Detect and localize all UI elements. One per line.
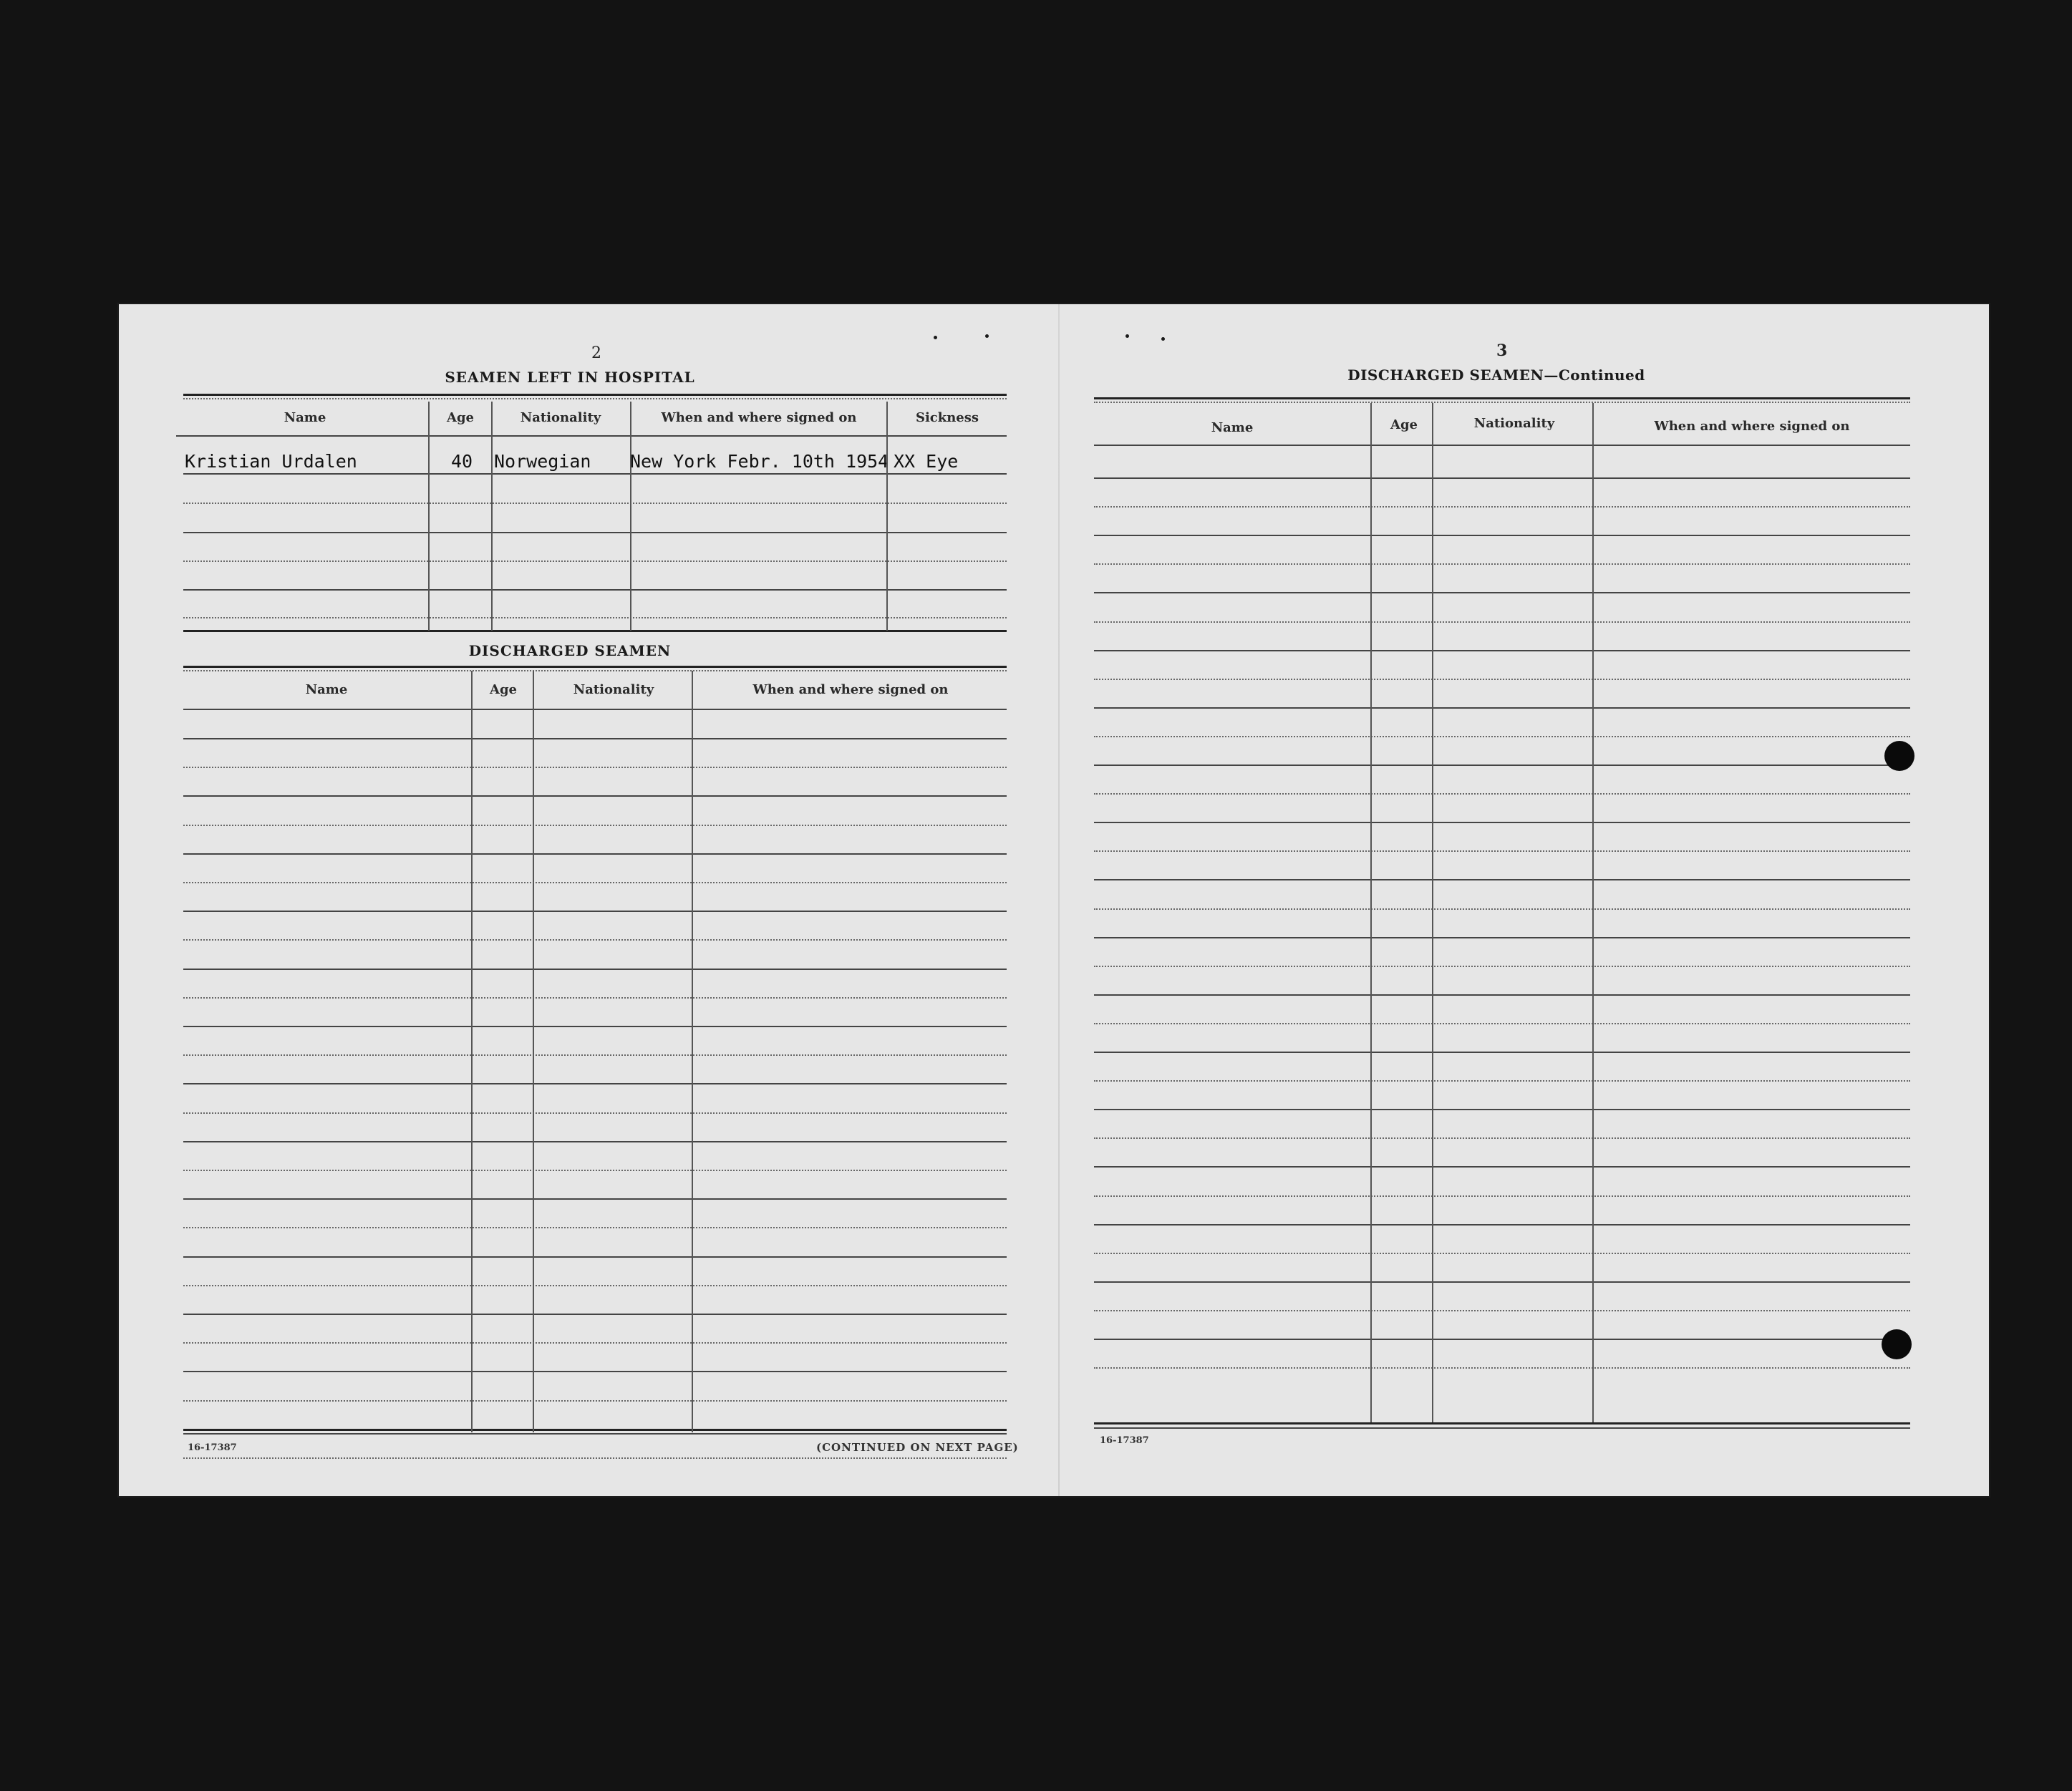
table-row-line [1094, 445, 1910, 446]
table-row-line [183, 1285, 1007, 1286]
rule [183, 398, 1007, 399]
table-row-line [1094, 707, 1910, 709]
right-page [1060, 304, 1989, 1496]
table-row-line [1094, 1023, 1910, 1024]
page-number: 2 [591, 344, 601, 362]
table-row-line [1094, 994, 1910, 996]
entry-name: Kristian Urdalen [185, 451, 357, 472]
table-row-line [1094, 937, 1910, 938]
table-row-line [183, 1083, 1007, 1084]
hospital-section-title: SEAMEN LEFT IN HOSPITAL [445, 369, 695, 386]
col-header-nationality: Nationality [1473, 416, 1555, 431]
discharged-continued-title: DISCHARGED SEAMEN—Continued [1347, 367, 1645, 384]
table-row-line [1094, 1281, 1910, 1283]
table-row-line [183, 589, 1007, 591]
col-header-nationality: Nationality [520, 410, 601, 425]
table-column-line [1432, 403, 1433, 1422]
table-row-line [183, 1170, 1007, 1171]
table-row-line [183, 1112, 1007, 1114]
table-row-line [1094, 592, 1910, 593]
table-row-line [183, 853, 1007, 855]
table-row-line [1094, 1427, 1910, 1429]
table-row-line [183, 997, 1007, 999]
table-row-line [183, 738, 1007, 739]
table-row-line [183, 709, 1007, 710]
table-row-line [183, 767, 1007, 768]
entry-age: 40 [451, 451, 473, 472]
rule [183, 394, 1007, 396]
entry-sickness: XX Eye [894, 451, 959, 472]
discharged-section-title: DISCHARGED SEAMEN [468, 642, 672, 659]
col-header-name: Name [1211, 420, 1254, 435]
table-row-line [183, 1227, 1007, 1228]
table-row-line [183, 503, 1007, 504]
table-row-line [1094, 793, 1910, 795]
col-header-signed-on: When and where signed on [661, 410, 857, 425]
table-row-line [1094, 822, 1910, 823]
page-number: 3 [1496, 341, 1508, 360]
table-row-line [183, 532, 1007, 533]
table-row-line [183, 1054, 1007, 1056]
table-column-line [1370, 403, 1372, 1422]
rule [183, 666, 1007, 668]
table-column-line [533, 671, 534, 1432]
speck [1125, 334, 1129, 338]
table-row-line [1094, 535, 1910, 536]
col-header-nationality: Nationality [573, 682, 654, 697]
table-column-line [692, 671, 693, 1432]
table-row-line [183, 969, 1007, 970]
entry-signed-on: New York Febr. 10th 1954 [630, 451, 889, 472]
punch-hole [1884, 741, 1914, 771]
table-row-line [183, 1457, 1007, 1459]
table-row-line [1094, 1166, 1910, 1168]
col-header-signed-on: When and where signed on [752, 682, 949, 697]
rule [1094, 402, 1910, 403]
table-row-line [183, 630, 1007, 632]
form-number: 16-17387 [188, 1442, 237, 1453]
rule [183, 670, 1007, 671]
entry-nationality: Norwegian [494, 451, 591, 472]
table-row-line [183, 795, 1007, 797]
table-row-line [183, 473, 1007, 475]
table-row-line [1094, 908, 1910, 910]
table-row-line [176, 435, 1007, 437]
table-row-line [1094, 679, 1910, 680]
table-row-line [1094, 1195, 1910, 1197]
table-row-line [1094, 1224, 1910, 1225]
table-row-line [183, 882, 1007, 883]
speck [1161, 337, 1165, 341]
col-header-signed-on: When and where signed on [1654, 419, 1850, 434]
table-row-line [1094, 1052, 1910, 1053]
table-row-line [183, 1314, 1007, 1315]
left-page [119, 304, 1057, 1496]
table-row-line [183, 1400, 1007, 1402]
table-row-line [1094, 563, 1910, 565]
speck [934, 336, 937, 339]
table-row-line [1094, 966, 1910, 967]
table-row-line [183, 1433, 1007, 1435]
table-row-line [183, 911, 1007, 912]
table-row-line [183, 1026, 1007, 1027]
table-row-line [1094, 1367, 1910, 1369]
table-row-line [183, 1342, 1007, 1344]
table-row-line [183, 1256, 1007, 1258]
table-row-line [1094, 1310, 1910, 1311]
table-row-line [1094, 1137, 1910, 1139]
speck [985, 334, 989, 338]
table-row-line [1094, 621, 1910, 623]
table-column-line [1592, 403, 1594, 1422]
table-row-line [1094, 850, 1910, 852]
table-column-line [428, 402, 430, 631]
table-row-line [183, 617, 1007, 618]
table-row-line [183, 1198, 1007, 1200]
table-column-line [491, 402, 493, 631]
table-column-line [471, 671, 473, 1432]
table-column-line [886, 402, 888, 631]
table-row-line [1094, 736, 1910, 737]
col-header-sickness: Sickness [915, 410, 979, 425]
table-row-line [183, 825, 1007, 826]
continued-note: (CONTINUED ON NEXT PAGE) [816, 1441, 1019, 1454]
table-row-line [1094, 1253, 1910, 1254]
table-row-line [183, 560, 1007, 562]
col-header-age: Age [489, 682, 517, 697]
table-row-line [1094, 879, 1910, 880]
table-column-line [630, 402, 631, 631]
table-row-line [1094, 477, 1910, 479]
ledger-sheet [119, 304, 1989, 1496]
table-row-line [1094, 1339, 1910, 1340]
table-row-line [1094, 765, 1910, 766]
col-header-name: Name [305, 682, 348, 697]
table-row-line [183, 1429, 1007, 1431]
form-number: 16-17387 [1100, 1435, 1149, 1446]
table-row-line [183, 939, 1007, 941]
rule [1094, 397, 1910, 399]
table-row-line [183, 1371, 1007, 1372]
table-row-line [1094, 650, 1910, 651]
table-row-line [1094, 1422, 1910, 1424]
table-row-line [1094, 1080, 1910, 1082]
col-header-age: Age [1390, 417, 1418, 432]
table-row-line [1094, 506, 1910, 508]
punch-hole [1882, 1329, 1912, 1359]
table-row-line [183, 1141, 1007, 1142]
col-header-age: Age [446, 410, 474, 425]
table-row-line [1094, 1109, 1910, 1110]
col-header-name: Name [284, 410, 326, 425]
